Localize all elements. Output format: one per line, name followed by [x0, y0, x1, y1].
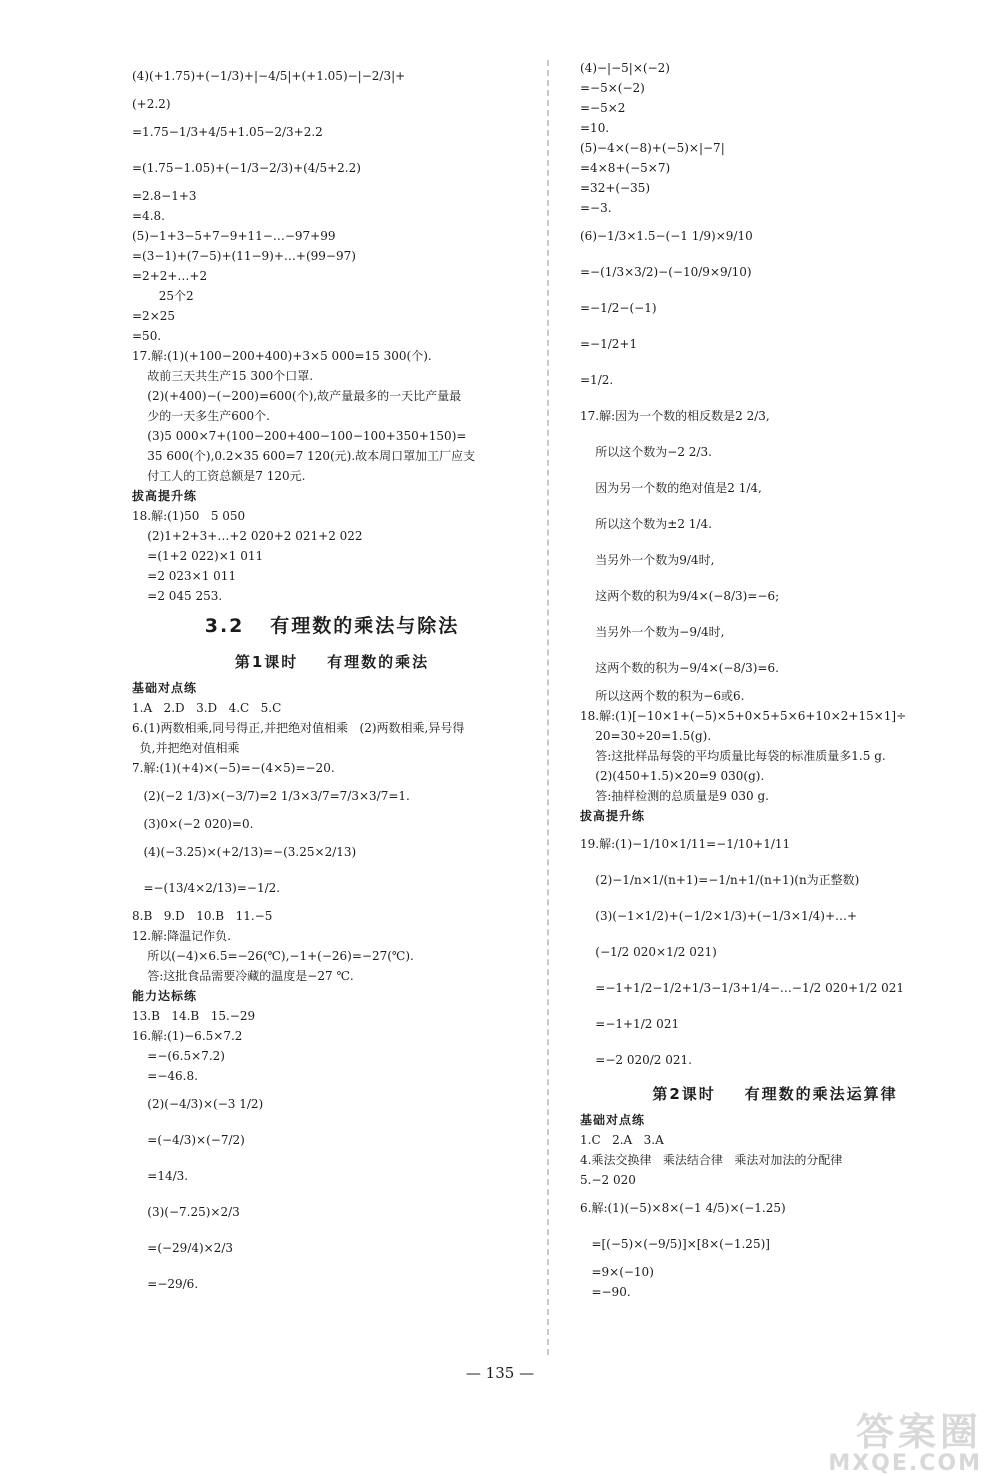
watermark-url: MXQE.COM	[828, 1451, 982, 1476]
answer-line: 所以(−4)×6.5=−26(℃),−1+(−26)=−27(℃).	[132, 949, 414, 963]
answer-line: 所以这两个数的积为−6或6.	[580, 689, 745, 703]
answer-line: (2)(+400)−(−200)=600(个),故产量最多的一天比产量最	[132, 389, 462, 403]
answer-line: =1/2.	[580, 373, 614, 387]
answer-line: =(1.75−1.05)+(−1/3−2/3)+(4/5+2.2)	[132, 161, 361, 175]
answer-line: (+2.2)	[132, 97, 171, 111]
answer-line: 所以这个数为−2 2/3.	[580, 445, 712, 459]
answer-line: 17.解:因为一个数的相反数是2 2/3,	[580, 409, 770, 423]
answer-line: =[(−5)×(−9/5)]×[8×(−1.25)]	[580, 1237, 770, 1251]
answer-line: =2 045 253.	[132, 589, 223, 603]
watermark-title: 答案圈	[855, 1410, 982, 1454]
section-heading: 拔高提升练	[132, 489, 198, 503]
answer-line: =−1+1/2−1/2+1/3−1/3+1/4−…−1/2 020+1/2 021	[580, 981, 905, 995]
answer-line: (2)(450+1.5)×20=9 030(g).	[580, 769, 765, 783]
answer-line: =2 023×1 011	[132, 569, 237, 583]
answer-line: (−1/2 020×1/2 021)	[580, 945, 717, 959]
answer-line: =−3.	[580, 201, 612, 215]
lesson-title: 3.2 有理数的乘法与除法	[204, 615, 460, 637]
answer-line: =−90.	[580, 1285, 631, 1299]
answer-line: 16.解:(1)−6.5×7.2	[132, 1029, 243, 1043]
answer-line: =(1+2 022)×1 011	[132, 549, 264, 563]
answer-line: =−(6.5×7.2)	[132, 1049, 225, 1063]
answer-line: =(−29/4)×2/3	[132, 1241, 234, 1255]
answer-line: =10.	[580, 121, 610, 135]
answer-line: 8.B 9.D 10.B 11.−5	[132, 909, 273, 923]
answer-line: 19.解:(1)−1/10×1/11=−1/10+1/11	[580, 837, 791, 851]
answer-line: 这两个数的积为9/4×(−8/3)=−6;	[580, 589, 780, 603]
answer-line: 因为另一个数的绝对值是2 1/4,	[580, 481, 762, 495]
answer-line: 18.解:(1)50 5 050	[132, 509, 246, 523]
answer-line: =−1/2+1	[580, 337, 638, 351]
answer-line: =(3−1)+(7−5)+(11−9)+…+(99−97)	[132, 249, 356, 263]
answer-line: (6)−1/3×1.5−(−1 1/9)×9/10	[580, 229, 753, 243]
answer-line: (3)(−1×1/2)+(−1/2×1/3)+(−1/3×1/4)+…+	[580, 909, 858, 923]
answer-line: =2+2+…+2	[132, 269, 208, 283]
answer-line: =−5×2	[580, 101, 626, 115]
answer-line: 12.解:降温记作负.	[132, 929, 231, 943]
answer-line: 答:抽样检测的总质量是9 030 g.	[580, 789, 769, 803]
answer-line: (4)(−3.25)×(+2/13)=−(3.25×2/13)	[132, 845, 357, 859]
answer-line: (2)(−4/3)×(−3 1/2)	[132, 1097, 264, 1111]
answer-line: =4×8+(−5×7)	[580, 161, 671, 175]
answer-line: (2)1+2+3+…+2 020+2 021+2 022	[132, 529, 363, 543]
section-heading: 拔高提升练	[580, 809, 646, 823]
answer-line: 负,并把绝对值相乘	[132, 741, 240, 755]
section-heading: 基础对点练	[132, 681, 198, 695]
answer-line: =−1/2−(−1)	[580, 301, 657, 315]
page-number: — 135 —	[465, 1364, 535, 1382]
answer-line: 6.(1)两数相乘,同号得正,并把绝对值相乘 (2)两数相乘,异号得	[132, 721, 465, 735]
answer-line: 少的一天多生产600个.	[132, 409, 270, 423]
answer-line: 4.乘法交换律 乘法结合律 乘法对加法的分配律	[580, 1153, 843, 1167]
answer-line: (4)−|−5|×(−2)	[580, 61, 670, 75]
answer-line: 35 600(个),0.2×35 600=7 120(元).故本周口罩加工厂应支	[132, 449, 476, 463]
answer-line: 18.解:(1)[−10×1+(−5)×5+0×5+5×6+10×2+15×1]÷	[580, 709, 907, 723]
answer-line: 故前三天共生产15 300个口罩.	[132, 369, 314, 383]
watermark-logo	[828, 1412, 982, 1476]
answer-line: =−2 020/2 021.	[580, 1053, 692, 1067]
answer-line: 25个2	[132, 289, 194, 303]
answer-line: 17.解:(1)(+100−200+400)+3×5 000=15 300(个).	[132, 349, 432, 363]
answer-line: =−29/6.	[132, 1277, 199, 1291]
answer-line: 当另外一个数为9/4时,	[580, 553, 715, 567]
right-column	[580, 58, 970, 1302]
answer-line: 13.B 14.B 15.−29	[132, 1009, 256, 1023]
answer-line: =(−4/3)×(−7/2)	[132, 1133, 245, 1147]
section-heading: 能力达标练	[132, 989, 198, 1003]
column-divider	[547, 60, 549, 1355]
answer-line: 7.解:(1)(+4)×(−5)=−(4×5)=−20.	[132, 761, 335, 775]
answer-line: 答:这批食品需要冷藏的温度是−27 ℃.	[132, 969, 354, 983]
answer-line: =2.8−1+3	[132, 189, 197, 203]
answer-line: 这两个数的积为−9/4×(−8/3)=6.	[580, 661, 779, 675]
answer-line: =−5×(−2)	[580, 81, 645, 95]
answer-line: =−1+1/2 021	[580, 1017, 680, 1031]
answer-line: =50.	[132, 329, 162, 343]
answer-line: (5)−1+3−5+7−9+11−…−97+99	[132, 229, 336, 243]
answer-line: 答:这批样品每袋的平均质量比每袋的标准质量多1.5 g.	[580, 749, 886, 763]
answer-line: =4.8.	[132, 209, 165, 223]
left-column	[132, 58, 532, 1302]
answer-line: (4)(+1.75)+(−1/3)+|−4/5|+(+1.05)−|−2/3|+	[132, 69, 406, 83]
answer-line: =9×(−10)	[580, 1265, 654, 1279]
answer-line: =−(13/4×2/13)=−1/2.	[132, 881, 281, 895]
answer-line: 1.A 2.D 3.D 4.C 5.C	[132, 701, 282, 715]
answer-line: 所以这个数为±2 1/4.	[580, 517, 712, 531]
answer-line: =−(1/3×3/2)−(−10/9×9/10)	[580, 265, 752, 279]
lesson-title: 第1课时 有理数的乘法	[234, 653, 430, 671]
answer-line: =−46.8.	[132, 1069, 198, 1083]
answer-line: =32+(−35)	[580, 181, 651, 195]
answer-line: 20=30÷20=1.5(g).	[580, 729, 712, 743]
answer-line: (5)−4×(−8)+(−5)×|−7|	[580, 141, 725, 155]
answer-line: (3)0×(−2 020)=0.	[132, 817, 254, 831]
answer-line: =2×25	[132, 309, 176, 323]
section-heading: 基础对点练	[580, 1113, 646, 1127]
answer-line: 6.解:(1)(−5)×8×(−1 4/5)×(−1.25)	[580, 1201, 786, 1215]
lesson-title: 第2课时 有理数的乘法运算律	[652, 1085, 898, 1103]
answer-line: (3)(−7.25)×2/3	[132, 1205, 240, 1219]
answer-line: 付工人的工资总额是7 120元.	[132, 469, 306, 483]
answer-line: =1.75−1/3+4/5+1.05−2/3+2.2	[132, 125, 323, 139]
answer-line: (2)−1/n×1/(n+1)=−1/n+1/(n+1)(n为正整数)	[580, 873, 860, 887]
answer-line: =14/3.	[132, 1169, 189, 1183]
answer-line: 5.−2 020	[580, 1173, 636, 1187]
answer-line: (3)5 000×7+(100−200+400−100−100+350+150)=	[132, 429, 467, 443]
answer-line: (2)(−2 1/3)×(−3/7)=2 1/3×3/7=7/3×3/7=1.	[132, 789, 410, 803]
answer-line: 当另外一个数为−9/4时,	[580, 625, 725, 639]
answer-line: 1.C 2.A 3.A	[580, 1133, 664, 1147]
